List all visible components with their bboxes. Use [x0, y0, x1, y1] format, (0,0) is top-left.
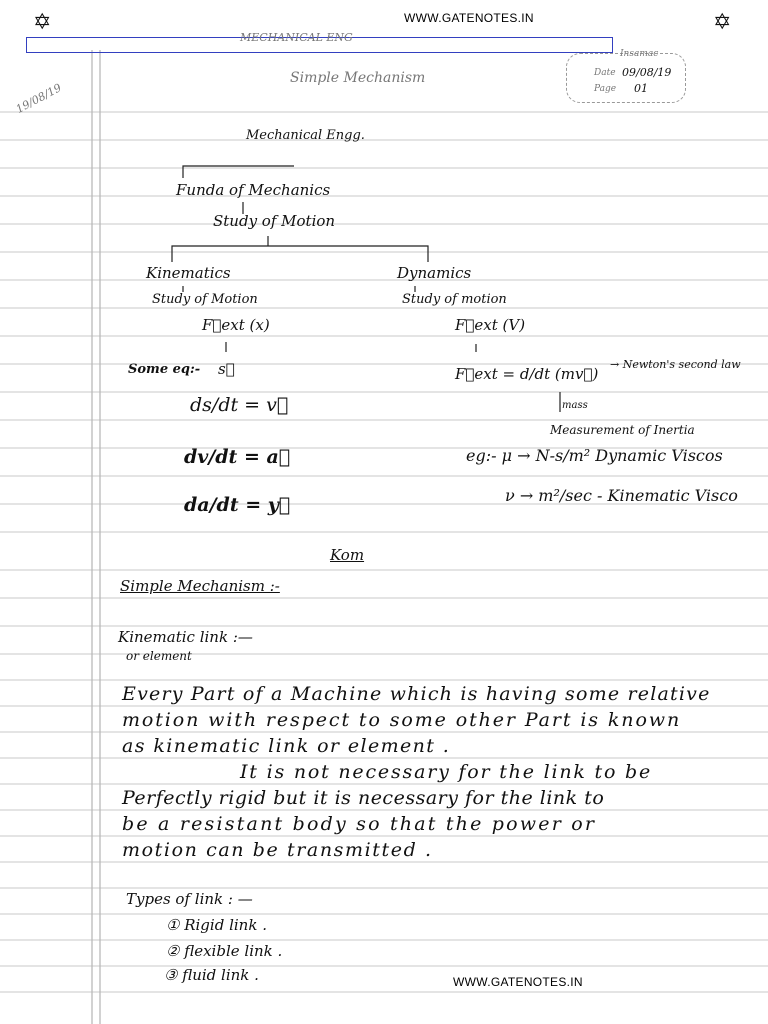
link-heading: Kinematic link :—	[118, 628, 253, 646]
fext-right: F⃗ext (V)	[455, 316, 526, 334]
tree-left-desc: Study of Motion	[152, 292, 258, 307]
tree-level1: Funda of Mechanics	[176, 181, 331, 199]
stamp-page: 01	[634, 82, 648, 95]
type-item-3: ③ fluid link .	[164, 966, 259, 984]
stamp-brand: Insamac	[620, 49, 659, 59]
eq-jerk: da/dt = y⃗	[184, 494, 291, 516]
para-line-4: It is not necessary for the link to be	[240, 761, 653, 783]
section-mark: Kom	[330, 546, 365, 564]
para-line-3: as kinematic link or element .	[122, 735, 451, 757]
eq-acceleration: dv/dt = a⃗	[184, 446, 291, 468]
para-line-7: motion can be transmitted .	[122, 839, 433, 861]
kinematic-viscosity: ν → m²/sec - Kinematic Visco	[505, 486, 738, 505]
para-line-5: Perfectly rigid but it is necessary for the link to	[122, 787, 605, 809]
newton-note: → Newton's second law	[610, 358, 741, 371]
types-heading: Types of link : —	[126, 890, 253, 908]
tree-right-branch: Dynamics	[397, 264, 472, 282]
mass-note: mass	[562, 400, 588, 411]
stamp-date: 09/08/19	[622, 66, 672, 79]
para-line-6: be a resistant body so that the power or	[122, 813, 597, 835]
fext-left: F⃗ext (x)	[202, 316, 270, 334]
newton-equation: F⃗ext = d/dt (mv⃗)	[455, 365, 599, 383]
para-line-1: Every Part of a Machine which is having some relative	[122, 683, 711, 705]
type-item-2: ② flexible link .	[166, 942, 283, 960]
section-heading: Simple Mechanism :-	[120, 577, 280, 595]
stamp-date-label: Date	[594, 68, 616, 78]
star-of-david-icon-right: ✡	[713, 10, 732, 35]
dynamic-viscosity: eg:- μ → N-s/m² Dynamic Viscos	[466, 446, 723, 465]
star-of-david-icon-left: ✡	[33, 10, 52, 35]
stamp-page-label: Page	[594, 84, 617, 94]
eq-displacement: s⃗	[218, 360, 235, 378]
link-subheading: or element	[126, 649, 192, 663]
tree-root: Mechanical Engg.	[246, 128, 365, 143]
some-eq-label: Some eq:-	[128, 362, 201, 377]
site-watermark-top: WWW.GATENOTES.IN	[404, 11, 534, 25]
para-line-2: motion with respect to some other Part is known	[122, 709, 682, 731]
inertia-note: Measurement of Inertia	[550, 423, 695, 437]
tree-left-branch: Kinematics	[146, 264, 231, 282]
site-watermark-bottom: WWW.GATENOTES.IN	[453, 975, 583, 989]
faint-heading: MECHANICAL ENG	[240, 31, 353, 44]
type-item-1: ① Rigid link .	[166, 916, 267, 934]
tree-right-desc: Study of motion	[402, 292, 507, 307]
eq-velocity: ds/dt = v⃗	[190, 394, 289, 416]
side-date: 19/08/19	[13, 81, 64, 116]
page-title: Simple Mechanism	[290, 70, 426, 86]
tree-level2: Study of Motion	[213, 212, 336, 230]
